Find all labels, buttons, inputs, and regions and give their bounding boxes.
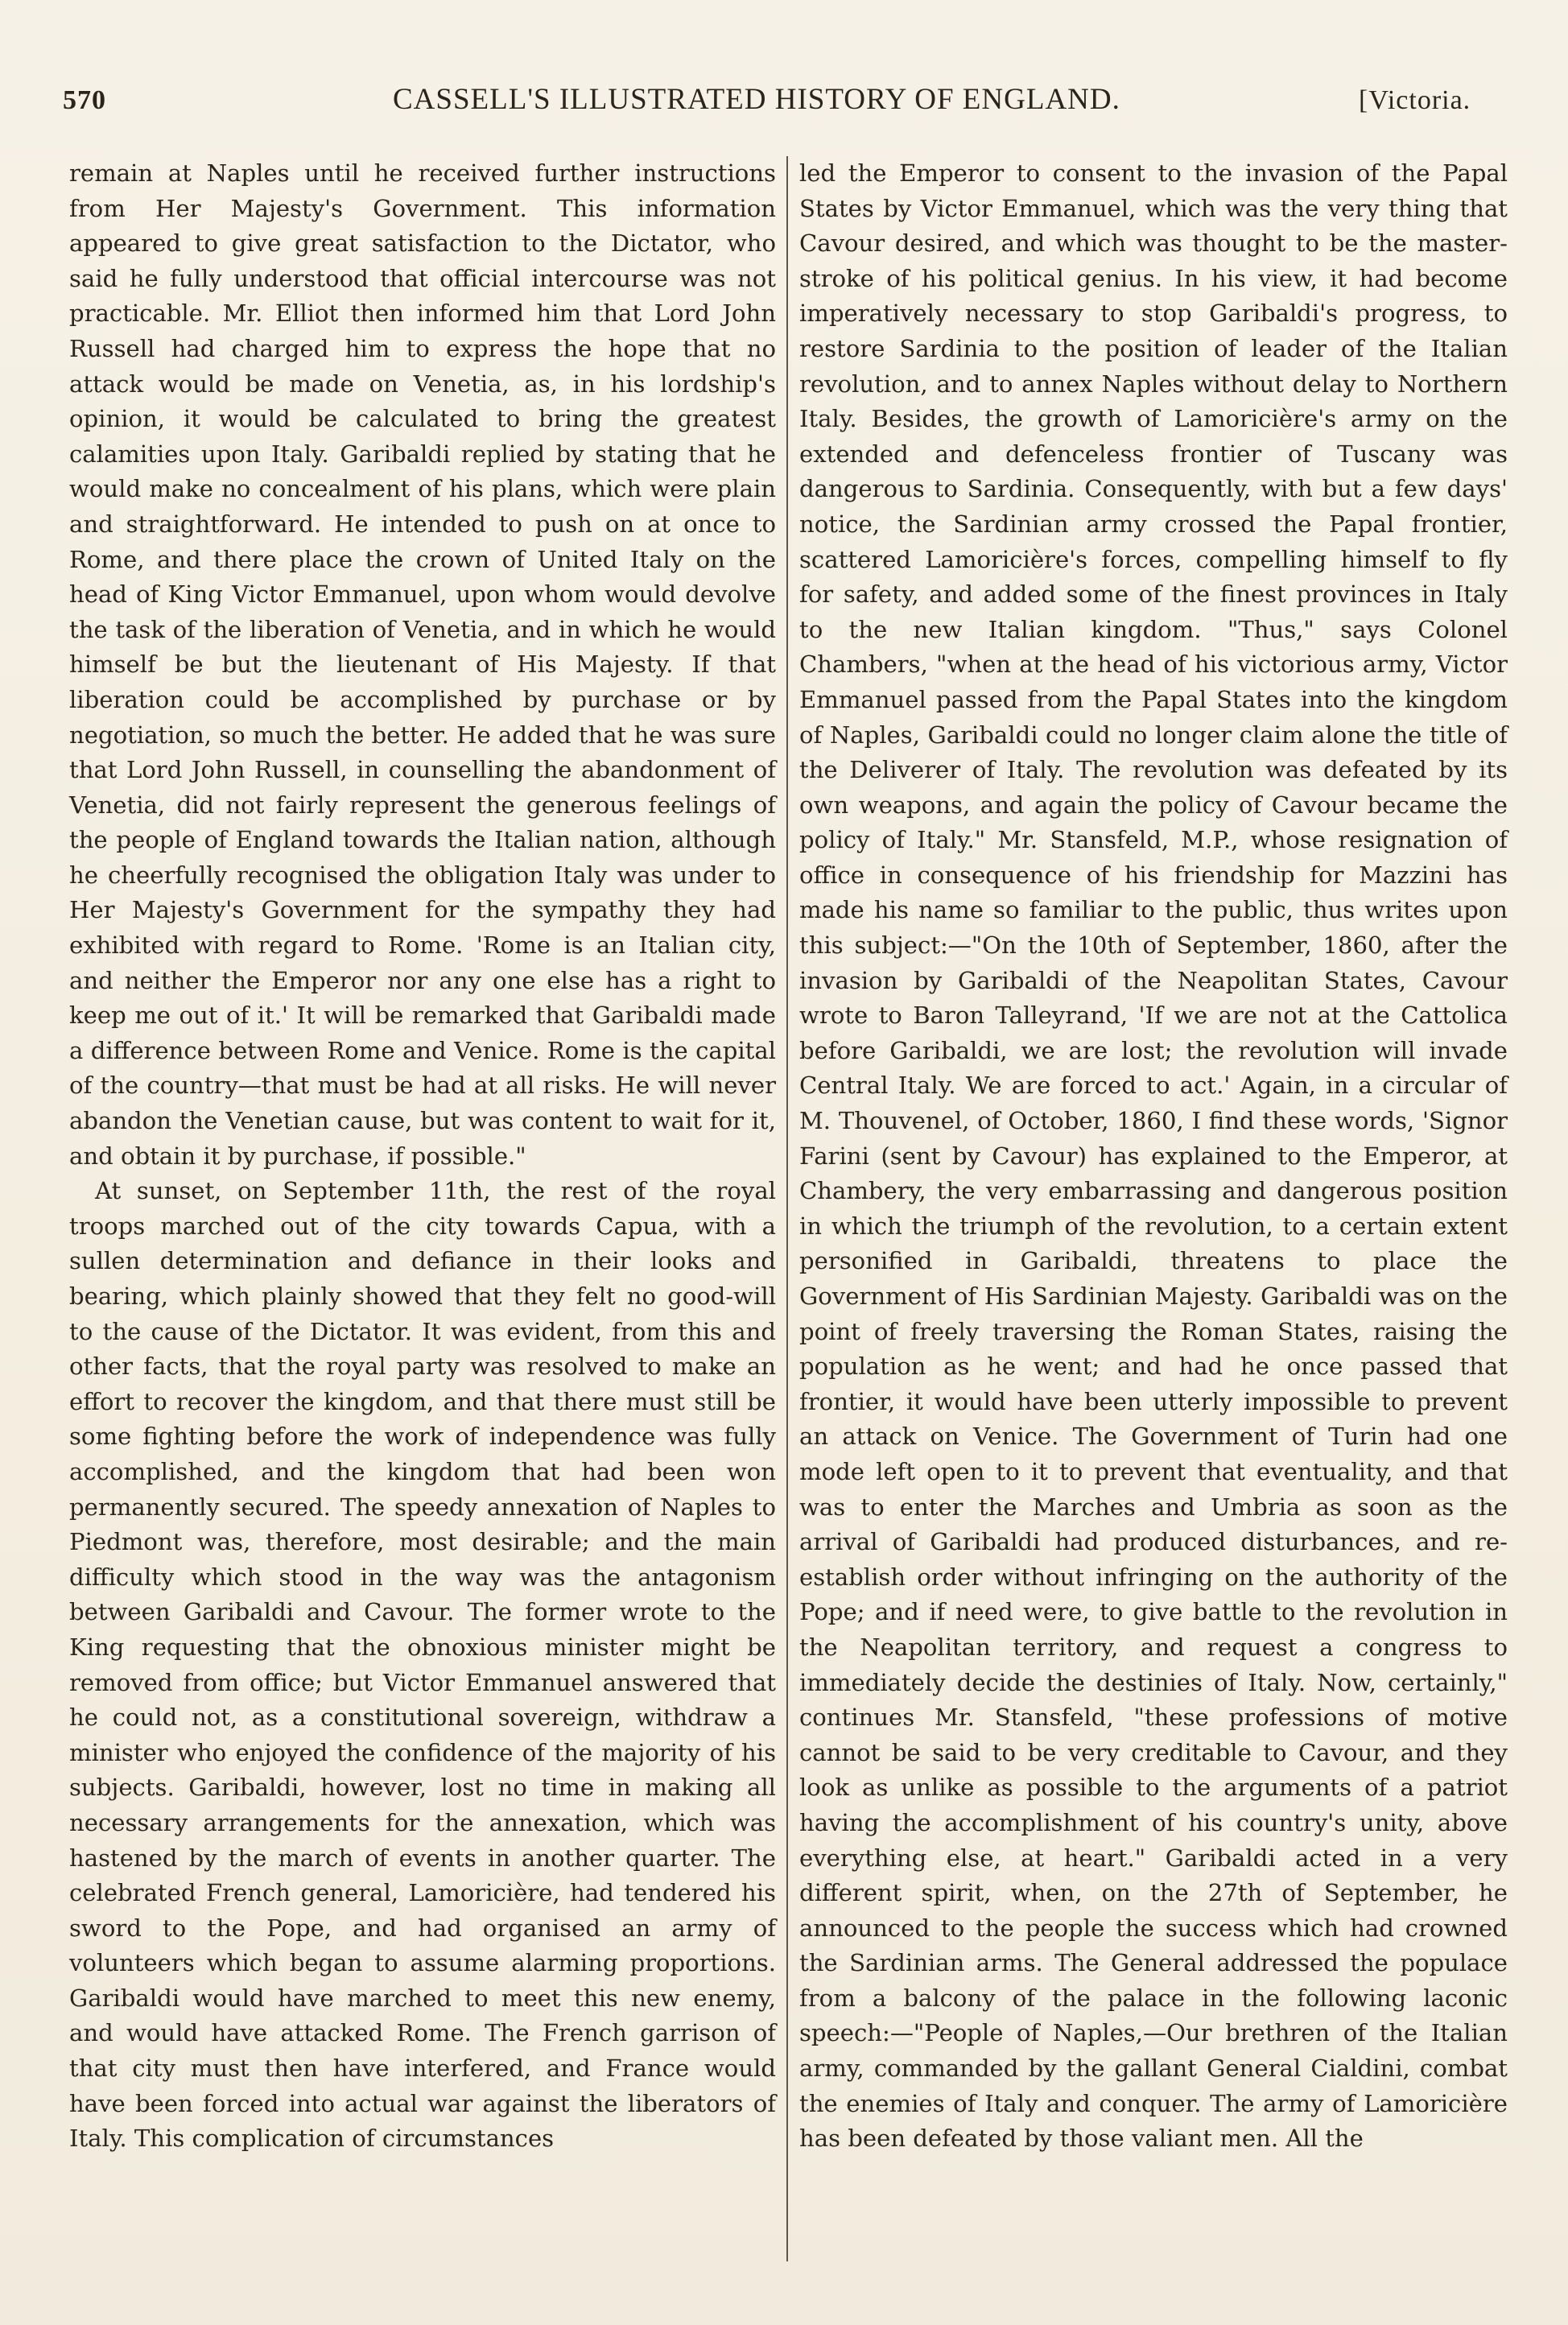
left-column (69, 156, 776, 2249)
left-paragraph-1: remain at Naples until he received further instructions from Her Majesty's Government. This information appeared to give great satisfaction to the Dictator, who said he fully understood that official intercourse was not practicable. Mr. Elliot then informed him that Lord John Russell had charged him to express the hope that no attack would be made on Venetia, as, in his lordship's opinion, it would be calculated to bring the greatest calamities upon Italy. Garibaldi replied by stating that he would make no concealment of his plans, which were plain and straightforward. He intended to push on at once to Rome, and there place the crown of United Italy on the head of King Victor Emmanuel, upon whom would devolve the task of the liberation of Venetia, and in which he would himself be but the lieutenant of His Majesty. If that liberation could be accomplished by purchase or by negotiation, so much the better. He added that he was sure that Lord John Russell, in counselling the abandonment of Venetia, did not fairly represent the generous feelings of the people of England towards the Italian nation, although he cheerfully recognised the obligation Italy was under to Her Majesty's Government for the sympathy they had exhibited with regard to Rome. 'Rome is an Italian city, and neither the Emperor nor any one else has a right to keep me out of it.' It will be remarked that Garibaldi made a difference between Rome and Venice. Rome is the capital of the country—that must be had at all risks. He will never abandon the Venetian cause, but was content to wait for it, and obtain it by purchase, if possible." (69, 159, 776, 1170)
left-paragraph-2: At sunset, on September 11th, the rest of the royal troops marched out of the city towards Capua, with a sullen determination and defiance in their looks and bearing, which plainly showed that they felt no good-will to the cause of the Dictator. It was evident, from this and other facts, that the royal party was resolved to make an effort to recover the kingdom, and that there must still be some fighting before the work of independence was fully accomplished, and the kingdom that had been won permanently secured. The speedy annexation of Naples to Piedmont was, therefore, most desirable; and the main difficulty which stood in the way was the antagonism between Garibaldi and Cavour. The former wrote to the King requesting that the obnoxious minister might be removed from office; but Victor Emmanuel answered that he could not, as a constitutional sovereign, withdraw a minister who enjoyed the confidence of the majority of his subjects. Garibaldi, however, lost no time in making all necessary arrangements for the annexation, which was hastened by the march of events in another quarter. The celebrated French general, Lamoricière, had tendered his sword to the Pope, and had organised an army of volunteers which began to assume alarming proportions. Garibaldi would have marched to meet this new enemy, and would have attacked Rome. The French garrison of that city must then have interfered, and France would have been forced into actual war against the liberators of Italy. This complication of circumstances (69, 1177, 776, 2153)
page-number: 570 (63, 85, 106, 115)
right-paragraph-1: led the Emperor to consent to the invasion of the Papal States by Victor Emmanuel, which was the very thing that Cavour desired, and which was thought to be the master-stroke of his political genius. In his view, it had become imperatively necessary to stop Garibaldi's progress, to restore Sardinia to the position of leader of the Italian revolution, and to annex Naples without delay to Northern Italy. Besides, the growth of Lamoricière's army on the extended and defenceless frontier of Tuscany was dangerous to Sardinia. Consequently, with but a few days' notice, the Sardinian army crossed the Papal frontier, scattered Lamoricière's forces, compelling himself to fly for safety, and added some of the finest provinces in Italy to the new Italian kingdom. "Thus," says Colonel Chambers, "when at the head of his victorious army, Victor Emmanuel passed from the Papal States into the kingdom of Naples, Garibaldi could no longer claim alone the title of the Deliverer of Italy. The revolution was defeated by its own weapons, and again the policy of Cavour became the policy of Italy." Mr. Stansfeld, M.P., whose resignation of office in consequence of his friendship for Mazzini has made his name so familiar to the public, thus writes upon this subject:—"On the 10th of September, 1860, after the invasion by Garibaldi of the Neapolitan States, Cavour wrote to Baron Talleyrand, 'If we are not at the Cattolica before Garibaldi, we are lost; the revolution will invade Central Italy. We are forced to act.' Again, in a circular of M. Thouvenel, of October, 1860, I find these words, 'Signor Farini (sent by Cavour) has explained to the Emperor, at Chambery, the very embarrassing and dangerous position in which the triumph of the revolution, to a certain extent personified in Garibaldi, threatens to place the Government of His Sardinian Majesty. Garibaldi was on the point of freely traversing the Roman States, raising the population as he went; and had he once passed that frontier, it would have been utterly impossible to prevent an attack on Venice. The Government of Turin had one mode left open to it to prevent that eventuality, and that was to enter the Marches and Umbria as soon as the arrival of Garibaldi had produced disturbances, and re-establish order without infringing on the authority of the Pope; and if need were, to give battle to the revolution in the Neapolitan territory, and request a congress to immediately decide the destinies of Italy. Now, certainly," continues Mr. Stansfeld, "these professions of motive cannot be said to be very creditable to Cavour, and they look as unlike as possible to the arguments of a patriot having the accomplishment of his country's unity, above everything else, at heart." Garibaldi acted in a very different spirit, when, on the 27th of September, he announced to the people the success which had crowned the Sardinian arms. The General addressed the populace from a balcony of the palace in the following laconic speech:—"People of Naples,—Our brethren of the Italian army, commanded by the gallant General Cialdini, combat the enemies of Italy and conquer. The army of Lamoricière has been defeated by those valiant men. All the (799, 159, 1508, 2153)
column-divider (786, 156, 788, 2261)
page-header (63, 77, 1512, 134)
running-title: CASSELL'S ILLUSTRATED HISTORY OF ENGLAND. (393, 83, 1120, 116)
right-column (799, 156, 1508, 2249)
section-mark: [Victoria. (1359, 85, 1471, 115)
